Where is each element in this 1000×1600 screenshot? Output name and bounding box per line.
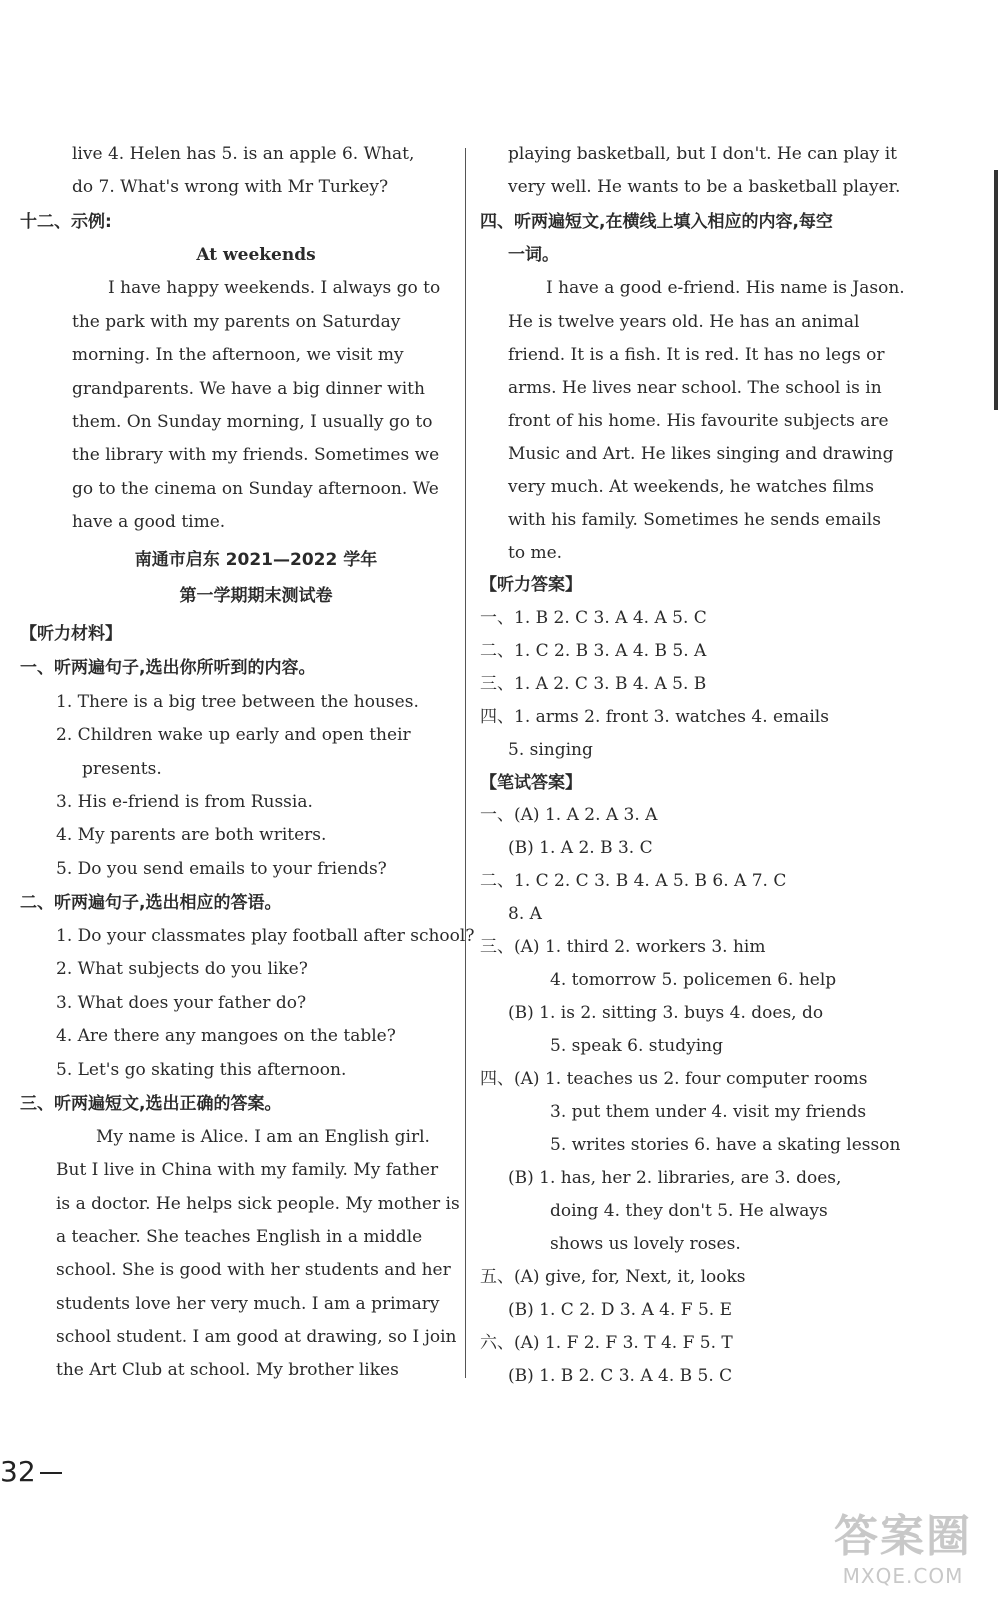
- passage-line: I have a good e-friend. His name is Jason.: [546, 278, 905, 298]
- answer-line: 三、1. A 2. C 3. B 4. A 5. B: [480, 674, 707, 694]
- essay-line: I have happy weekends. I always go to: [108, 278, 441, 298]
- answer-line: 5. writes stories 6. have a skating lesson: [550, 1135, 901, 1155]
- passage-line: friend. It is a fish. It is red. It has no legs or: [508, 345, 885, 365]
- essay-line: have a good time.: [72, 512, 226, 532]
- answer-line: 四、(A) 1. teaches us 2. four computer rooms: [480, 1069, 868, 1089]
- question-item: 5. Do you send emails to your friends?: [56, 859, 387, 879]
- answer-line: 六、(A) 1. F 2. F 3. T 4. F 5. T: [480, 1333, 733, 1353]
- essay-line: them. On Sunday morning, I usually go to: [72, 412, 433, 432]
- answer-line: 一、1. B 2. C 3. A 4. A 5. C: [480, 608, 707, 628]
- passage-line: front of his home. His favourite subjects are: [508, 411, 889, 431]
- answer-line: (B) 1. is 2. sitting 3. buys 4. does, do: [508, 1003, 824, 1023]
- question-item: 5. Let's go skating this afternoon.: [56, 1060, 347, 1080]
- continued-answer-line: live 4. Helen has 5. is an apple 6. What,: [72, 144, 415, 164]
- answer-line: 8. A: [508, 904, 542, 924]
- passage-line: with his family. Sometimes he sends emails: [508, 510, 881, 530]
- question-item: 1. There is a big tree between the houses.: [56, 692, 419, 712]
- passage-line: But I live in China with my family. My father: [56, 1160, 439, 1180]
- watermark-text: 答案圈: [834, 1511, 972, 1562]
- answer-line: 5. singing: [508, 740, 593, 760]
- passage-line: is a doctor. He helps sick people. My mother is: [56, 1194, 460, 1214]
- question-item: 2. What subjects do you like?: [56, 959, 308, 979]
- question-heading: 三、听两遍短文,选出正确的答案。: [20, 1094, 282, 1114]
- column-divider: [465, 148, 466, 1378]
- answer-line: (B) 1. has, her 2. libraries, are 3. does,: [508, 1168, 842, 1188]
- question-heading: 四、听两遍短文,在横线上填入相应的内容,每空: [480, 212, 833, 232]
- essay-line: the library with my friends. Sometimes we: [72, 445, 440, 465]
- passage-line: very much. At weekends, he watches films: [508, 477, 874, 497]
- question-item: 4. Are there any mangoes on the table?: [56, 1026, 396, 1046]
- section-heading: 十二、示例:: [20, 212, 112, 232]
- exam-subtitle: 第一学期期末测试卷: [179, 586, 333, 606]
- answer-line: (B) 1. A 2. B 3. C: [508, 838, 653, 858]
- page-number-dash: [40, 1472, 62, 1474]
- question-item: 3. His e-friend is from Russia.: [56, 792, 313, 812]
- answer-line: shows us lovely roses.: [550, 1234, 741, 1254]
- answer-line: 一、(A) 1. A 2. A 3. A: [480, 805, 658, 825]
- question-item: presents.: [82, 759, 162, 779]
- passage-line: a teacher. She teaches English in a middle: [56, 1227, 423, 1247]
- essay-line: grandparents. We have a big dinner with: [72, 379, 425, 399]
- passage-line: very well. He wants to be a basketball player.: [508, 177, 901, 197]
- answer-line: (B) 1. B 2. C 3. A 4. B 5. C: [508, 1366, 733, 1386]
- passage-line: school. She is good with her students and her: [56, 1260, 451, 1280]
- question-item: 4. My parents are both writers.: [56, 825, 327, 845]
- essay-title: At weekends: [196, 245, 316, 265]
- answer-line: 三、(A) 1. third 2. workers 3. him: [480, 937, 766, 957]
- answer-line: (B) 1. C 2. D 3. A 4. F 5. E: [508, 1300, 733, 1320]
- question-item: 3. What does your father do?: [56, 993, 307, 1013]
- passage-line: to me.: [508, 543, 563, 563]
- question-item: 2. Children wake up early and open their: [56, 725, 411, 745]
- listening-answers-label: 【听力答案】: [480, 575, 582, 595]
- listening-material-label: 【听力材料】: [20, 624, 122, 644]
- edge-mark: [994, 170, 998, 410]
- written-answers-label: 【笔试答案】: [480, 773, 582, 793]
- answer-line: doing 4. they don't 5. He always: [550, 1201, 828, 1221]
- answer-line: 四、1. arms 2. front 3. watches 4. emails: [480, 707, 829, 727]
- question-item: 1. Do your classmates play football after school?: [56, 926, 475, 946]
- question-heading: 一、听两遍句子,选出你所听到的内容。: [20, 658, 316, 678]
- essay-line: go to the cinema on Sunday afternoon. We: [72, 479, 439, 499]
- question-heading-cont: 一词。: [508, 245, 559, 265]
- answer-line: 二、1. C 2. C 3. B 4. A 5. B 6. A 7. C: [480, 871, 787, 891]
- passage-line: arms. He lives near school. The school is in: [508, 378, 882, 398]
- passage-line: Music and Art. He likes singing and drawing: [508, 444, 894, 464]
- exam-title: 南通市启东 2021—2022 学年: [134, 550, 378, 570]
- answer-line: 二、1. C 2. B 3. A 4. B 5. A: [480, 641, 707, 661]
- answer-line: 5. speak 6. studying: [550, 1036, 724, 1056]
- passage-line: playing basketball, but I don't. He can play it: [508, 144, 897, 164]
- passage-line: school student. I am good at drawing, so I join: [56, 1327, 457, 1347]
- answer-line: 五、(A) give, for, Next, it, looks: [480, 1267, 746, 1287]
- watermark-url: MXQE.COM: [842, 1564, 964, 1588]
- essay-line: the park with my parents on Saturday: [72, 312, 401, 332]
- watermark-logo: [834, 1500, 972, 1588]
- passage-line: He is twelve years old. He has an animal: [508, 312, 860, 332]
- passage-line: the Art Club at school. My brother likes: [56, 1360, 399, 1380]
- passage-line: students love her very much. I am a primary: [56, 1294, 440, 1314]
- answer-line: 3. put them under 4. visit my friends: [550, 1102, 867, 1122]
- answer-line: 4. tomorrow 5. policemen 6. help: [550, 970, 837, 990]
- continued-answer-line: do 7. What's wrong with Mr Turkey?: [72, 177, 389, 197]
- question-heading: 二、听两遍句子,选出相应的答语。: [20, 893, 282, 913]
- page-number: 32: [0, 1455, 36, 1488]
- essay-line: morning. In the afternoon, we visit my: [72, 345, 404, 365]
- passage-line: My name is Alice. I am an English girl.: [96, 1127, 430, 1147]
